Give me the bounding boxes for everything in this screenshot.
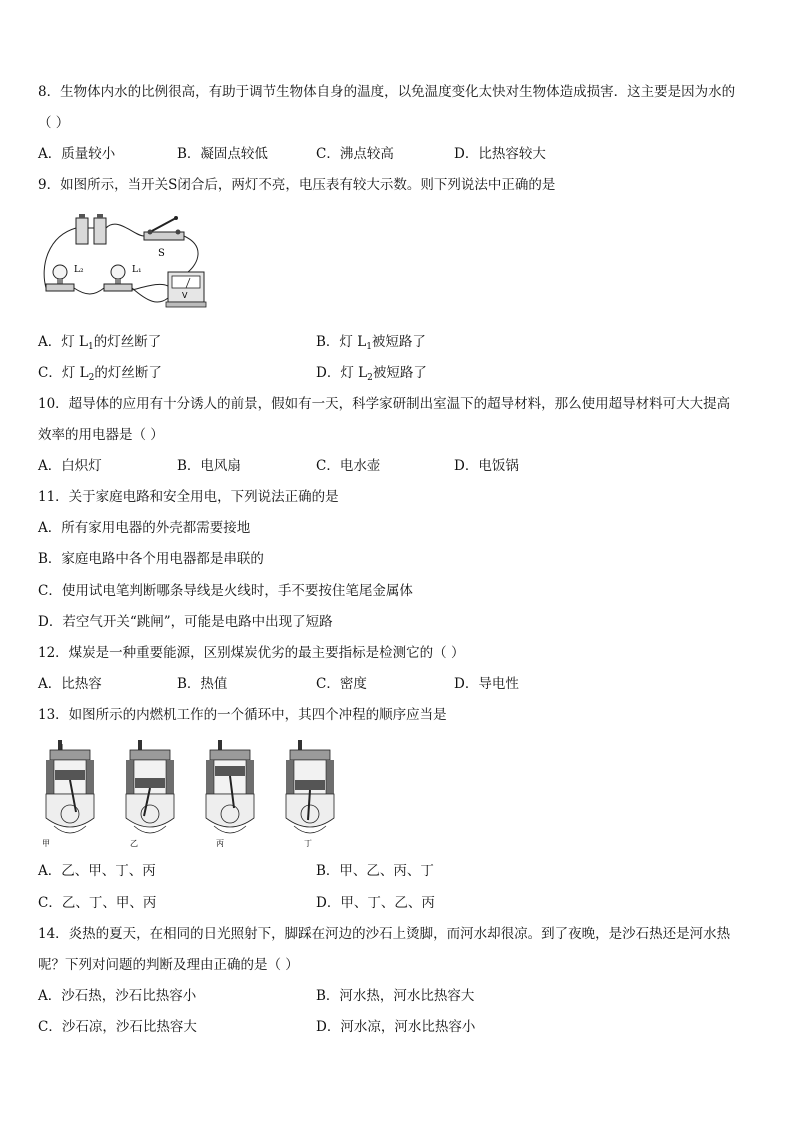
q12-option-c: C．密度 bbox=[316, 676, 367, 692]
engine-label-yi: 乙 bbox=[130, 839, 138, 848]
q9-option-c: C．灯 $L_2$的灯丝断了 bbox=[38, 365, 162, 383]
q11-option-b: B．家庭电路中各个用电器都是串联的 bbox=[38, 551, 264, 567]
engine-ding-icon bbox=[286, 740, 334, 833]
q12-stem: 12．煤炭是一种重要能源，区别煤炭优劣的最主要指标是检测它的（ ） bbox=[38, 645, 465, 661]
q10-stem-line2: 效率的用电器是（ ） bbox=[38, 427, 164, 443]
q8-option-b: B．凝固点较低 bbox=[177, 146, 268, 162]
q13-option-c: C．乙、丁、甲、丙 bbox=[38, 895, 157, 911]
q10-option-c: C．电水壶 bbox=[316, 458, 381, 474]
q11-option-a: A．所有家用电器的外壳都需要接地 bbox=[38, 520, 251, 536]
engine-label-ding: 丁 bbox=[304, 839, 312, 848]
q8-stem-line2: （ ） bbox=[38, 115, 70, 131]
q14-stem-line2: 呢？下列对问题的判断及理由正确的是（ ） bbox=[38, 957, 299, 973]
engine-yi-icon bbox=[126, 740, 174, 833]
q14-option-a: A．沙石热，沙石比热容小 bbox=[38, 988, 197, 1004]
q13-stem: 13．如图所示的内燃机工作的一个循环中，其四个冲程的顺序应当是 bbox=[38, 707, 447, 723]
switch-label: S bbox=[158, 248, 165, 259]
q9-option-b: B．灯 $L_1$被短路了 bbox=[316, 334, 426, 352]
engine-strokes-diagram bbox=[38, 736, 338, 850]
q14-stem-line1: 14．炎热的夏天，在相同的日光照射下，脚踩在河边的沙石上烫脚，而河水却很凉。到了夜晚，是沙石热还是河水热 bbox=[38, 926, 731, 942]
voltmeter-icon bbox=[166, 272, 206, 307]
q13-engine-figure bbox=[38, 736, 338, 850]
q13-option-b: B．甲、乙、丙、丁 bbox=[316, 863, 434, 879]
q9-option-a: A．灯 $L_1$的灯丝断了 bbox=[38, 334, 162, 352]
q9-option-d: D．灯 $L_2$被短路了 bbox=[316, 365, 427, 383]
lamp-l2-label: L₂ bbox=[74, 265, 84, 275]
lamp-l1-label: L₁ bbox=[132, 265, 142, 275]
q9-stem: 9．如图所示，当开关S闭合后，两灯不亮，电压表有较大示数。则下列说法中正确的是 bbox=[38, 177, 556, 193]
q14-option-d: D．河水凉，河水比热容小 bbox=[316, 1019, 476, 1035]
q10-option-a: A．白炽灯 bbox=[38, 458, 102, 474]
q11-option-c: C．使用试电笔判断哪条导线是火线时，手不要按住笔尾金属体 bbox=[38, 583, 413, 599]
q14-option-c: C．沙石凉，沙石比热容大 bbox=[38, 1019, 197, 1035]
q12-option-d: D．导电性 bbox=[454, 676, 519, 692]
q8-option-a: A．质量较小 bbox=[38, 146, 116, 162]
q8-stem-line1: 8．生物体内水的比例很高，有助于调节生物体自身的温度，以免温度变化太快对生物体造成损害．这主要是因为水的 bbox=[38, 84, 736, 100]
q12-option-a: A．比热容 bbox=[38, 676, 102, 692]
engine-bing-icon bbox=[206, 740, 254, 833]
q11-option-d: D．若空气开关“跳闸”，可能是电路中出现了短路 bbox=[38, 614, 333, 630]
q9-circuit-figure bbox=[38, 206, 208, 318]
voltmeter-label: V bbox=[182, 291, 188, 300]
q10-stem-line1: 10．超导体的应用有十分诱人的前景，假如有一天，科学家研制出室温下的超导材料，那么使用超导材料可大大提高 bbox=[38, 396, 731, 412]
circuit-diagram bbox=[38, 206, 208, 318]
q12-option-b: B．热值 bbox=[177, 676, 228, 692]
engine-label-jia: 甲 bbox=[42, 839, 50, 848]
engine-jia-icon bbox=[46, 740, 94, 833]
q10-option-d: D．电饭锅 bbox=[454, 458, 519, 474]
engine-label-bing: 丙 bbox=[216, 839, 224, 848]
q13-option-d: D．甲、丁、乙、丙 bbox=[316, 895, 435, 911]
q13-option-a: A．乙、甲、丁、丙 bbox=[38, 863, 156, 879]
q8-option-d: D．比热容较大 bbox=[454, 146, 546, 162]
q14-option-b: B．河水热，河水比热容大 bbox=[316, 988, 475, 1004]
q8-option-c: C．沸点较高 bbox=[316, 146, 394, 162]
q11-stem: 11．关于家庭电路和安全用电，下列说法正确的是 bbox=[38, 489, 339, 505]
q10-option-b: B．电风扇 bbox=[177, 458, 241, 474]
